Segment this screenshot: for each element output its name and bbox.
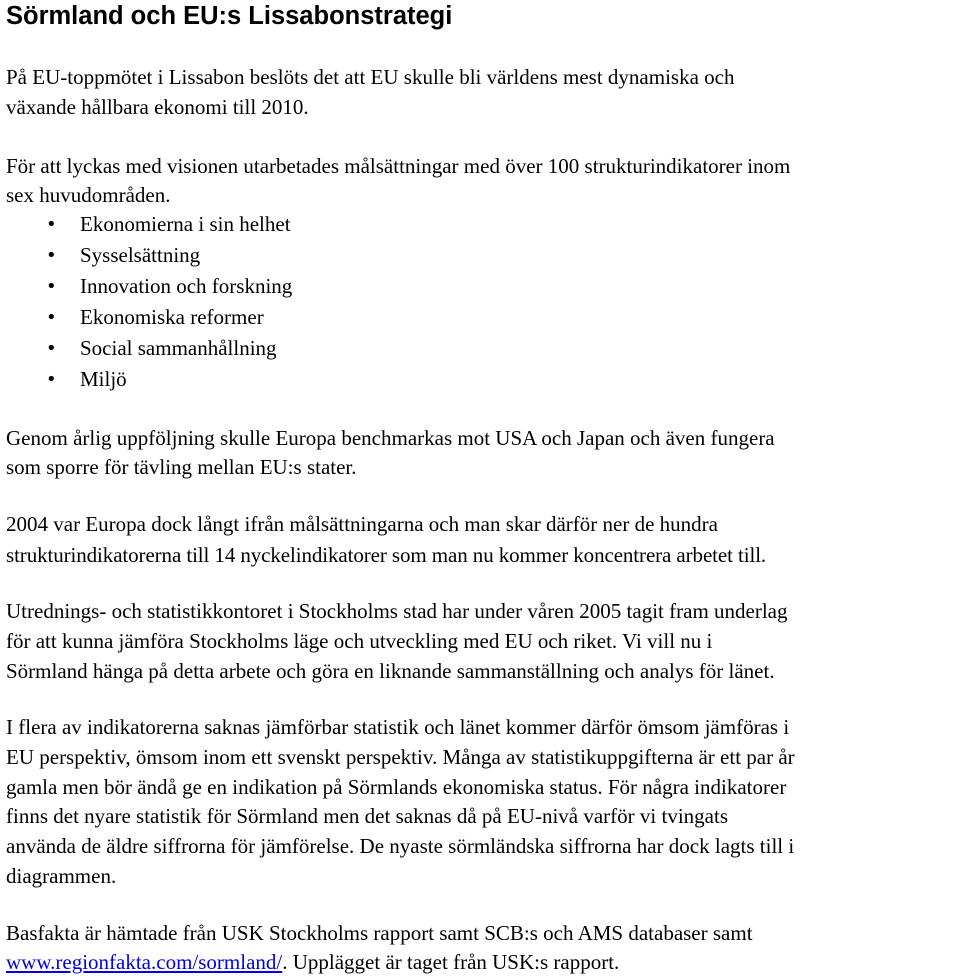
- main-areas-list: [6, 209, 292, 395]
- usk-line-2: för att kunna jämföra Stockholms läge och utveckling med EU och riket. Vi vill nu i: [6, 629, 713, 653]
- list-item-label: Sysselsättning: [80, 243, 201, 267]
- bullet-icon: •: [46, 276, 57, 297]
- goals-line-1: För att lyckas med visionen utarbetades målsättningar med över 100 strukturindikatorer inom: [6, 154, 791, 178]
- list-item: [6, 302, 292, 333]
- regionfakta-link[interactable]: www.regionfakta.com/sormland/: [6, 950, 283, 974]
- list-item-label: Ekonomierna i sin helhet: [80, 212, 291, 236]
- bullet-icon: •: [46, 307, 57, 328]
- usk-line-3: Sörmland hänga på detta arbete och göra en liknande sammanställning och analys för länet.: [6, 659, 775, 683]
- status-2004-line-1: 2004 var Europa dock långt ifrån målsättningarna och man skar därför ner de hundra: [6, 512, 718, 536]
- bullet-icon: •: [46, 214, 57, 235]
- comparison-line-6: diagrammen.: [6, 864, 117, 888]
- list-item: [6, 209, 292, 240]
- list-item: [6, 271, 292, 302]
- sources-line-2-suffix: . Upplägget är taget från USK:s rapport.: [282, 950, 620, 974]
- list-item: [6, 240, 292, 271]
- list-item: [6, 333, 292, 364]
- list-item-label: Innovation och forskning: [80, 274, 293, 298]
- benchmark-line-2: som sporre för tävling mellan EU:s stater.: [6, 455, 357, 479]
- intro-line-1: På EU-toppmötet i Lissabon beslöts det att EU skulle bli världens mest dynamiska och: [6, 65, 735, 89]
- bullet-icon: •: [46, 338, 57, 359]
- list-item-label: Ekonomiska reformer: [80, 305, 264, 329]
- benchmark-line-1: Genom årlig uppföljning skulle Europa benchmarkas mot USA och Japan och även fungera: [6, 426, 775, 450]
- list-item-label: Miljö: [80, 367, 127, 391]
- comparison-line-2: EU perspektiv, ömsom inom ett svenskt perspektiv. Många av statistikuppgifterna är ett par år: [6, 745, 795, 769]
- bullet-icon: •: [46, 245, 57, 266]
- list-item-label: Social sammanhållning: [80, 336, 277, 360]
- sources-line-1: Basfakta är hämtade från USK Stockholms rapport samt SCB:s och AMS databaser samt: [6, 921, 753, 945]
- usk-line-1: Utrednings- och statistikkontoret i Stockholms stad har under våren 2005 tagit fram underlag: [6, 599, 788, 623]
- list-item: [6, 364, 292, 395]
- goals-line-2: sex huvudområden.: [6, 183, 171, 207]
- comparison-line-5: använda de äldre siffrorna för jämförelse. De nyaste sörmländska siffrorna har dock lagts till i: [6, 834, 795, 858]
- comparison-line-4: finns det nyare statistik för Sörmland men det saknas då på EU-nivå varför vi tvingats: [6, 804, 728, 828]
- comparison-line-1: I flera av indikatorerna saknas jämförbar statistik och länet kommer därför ömsom jämföras i: [6, 715, 790, 739]
- intro-line-2: växande hållbara ekonomi till 2010.: [6, 95, 309, 119]
- page-title: Sörmland och EU:s Lissabonstrategi: [6, 2, 453, 30]
- bullet-icon: •: [46, 369, 57, 390]
- sources-line-2: [6, 947, 619, 978]
- status-2004-line-2: strukturindikatorerna till 14 nyckelindikatorer som man nu kommer koncentrera arbetet till.: [6, 543, 767, 567]
- comparison-line-3: gamla men bör ändå ge en indikation på Sörmlands ekonomiska status. För några indikatorer: [6, 775, 787, 799]
